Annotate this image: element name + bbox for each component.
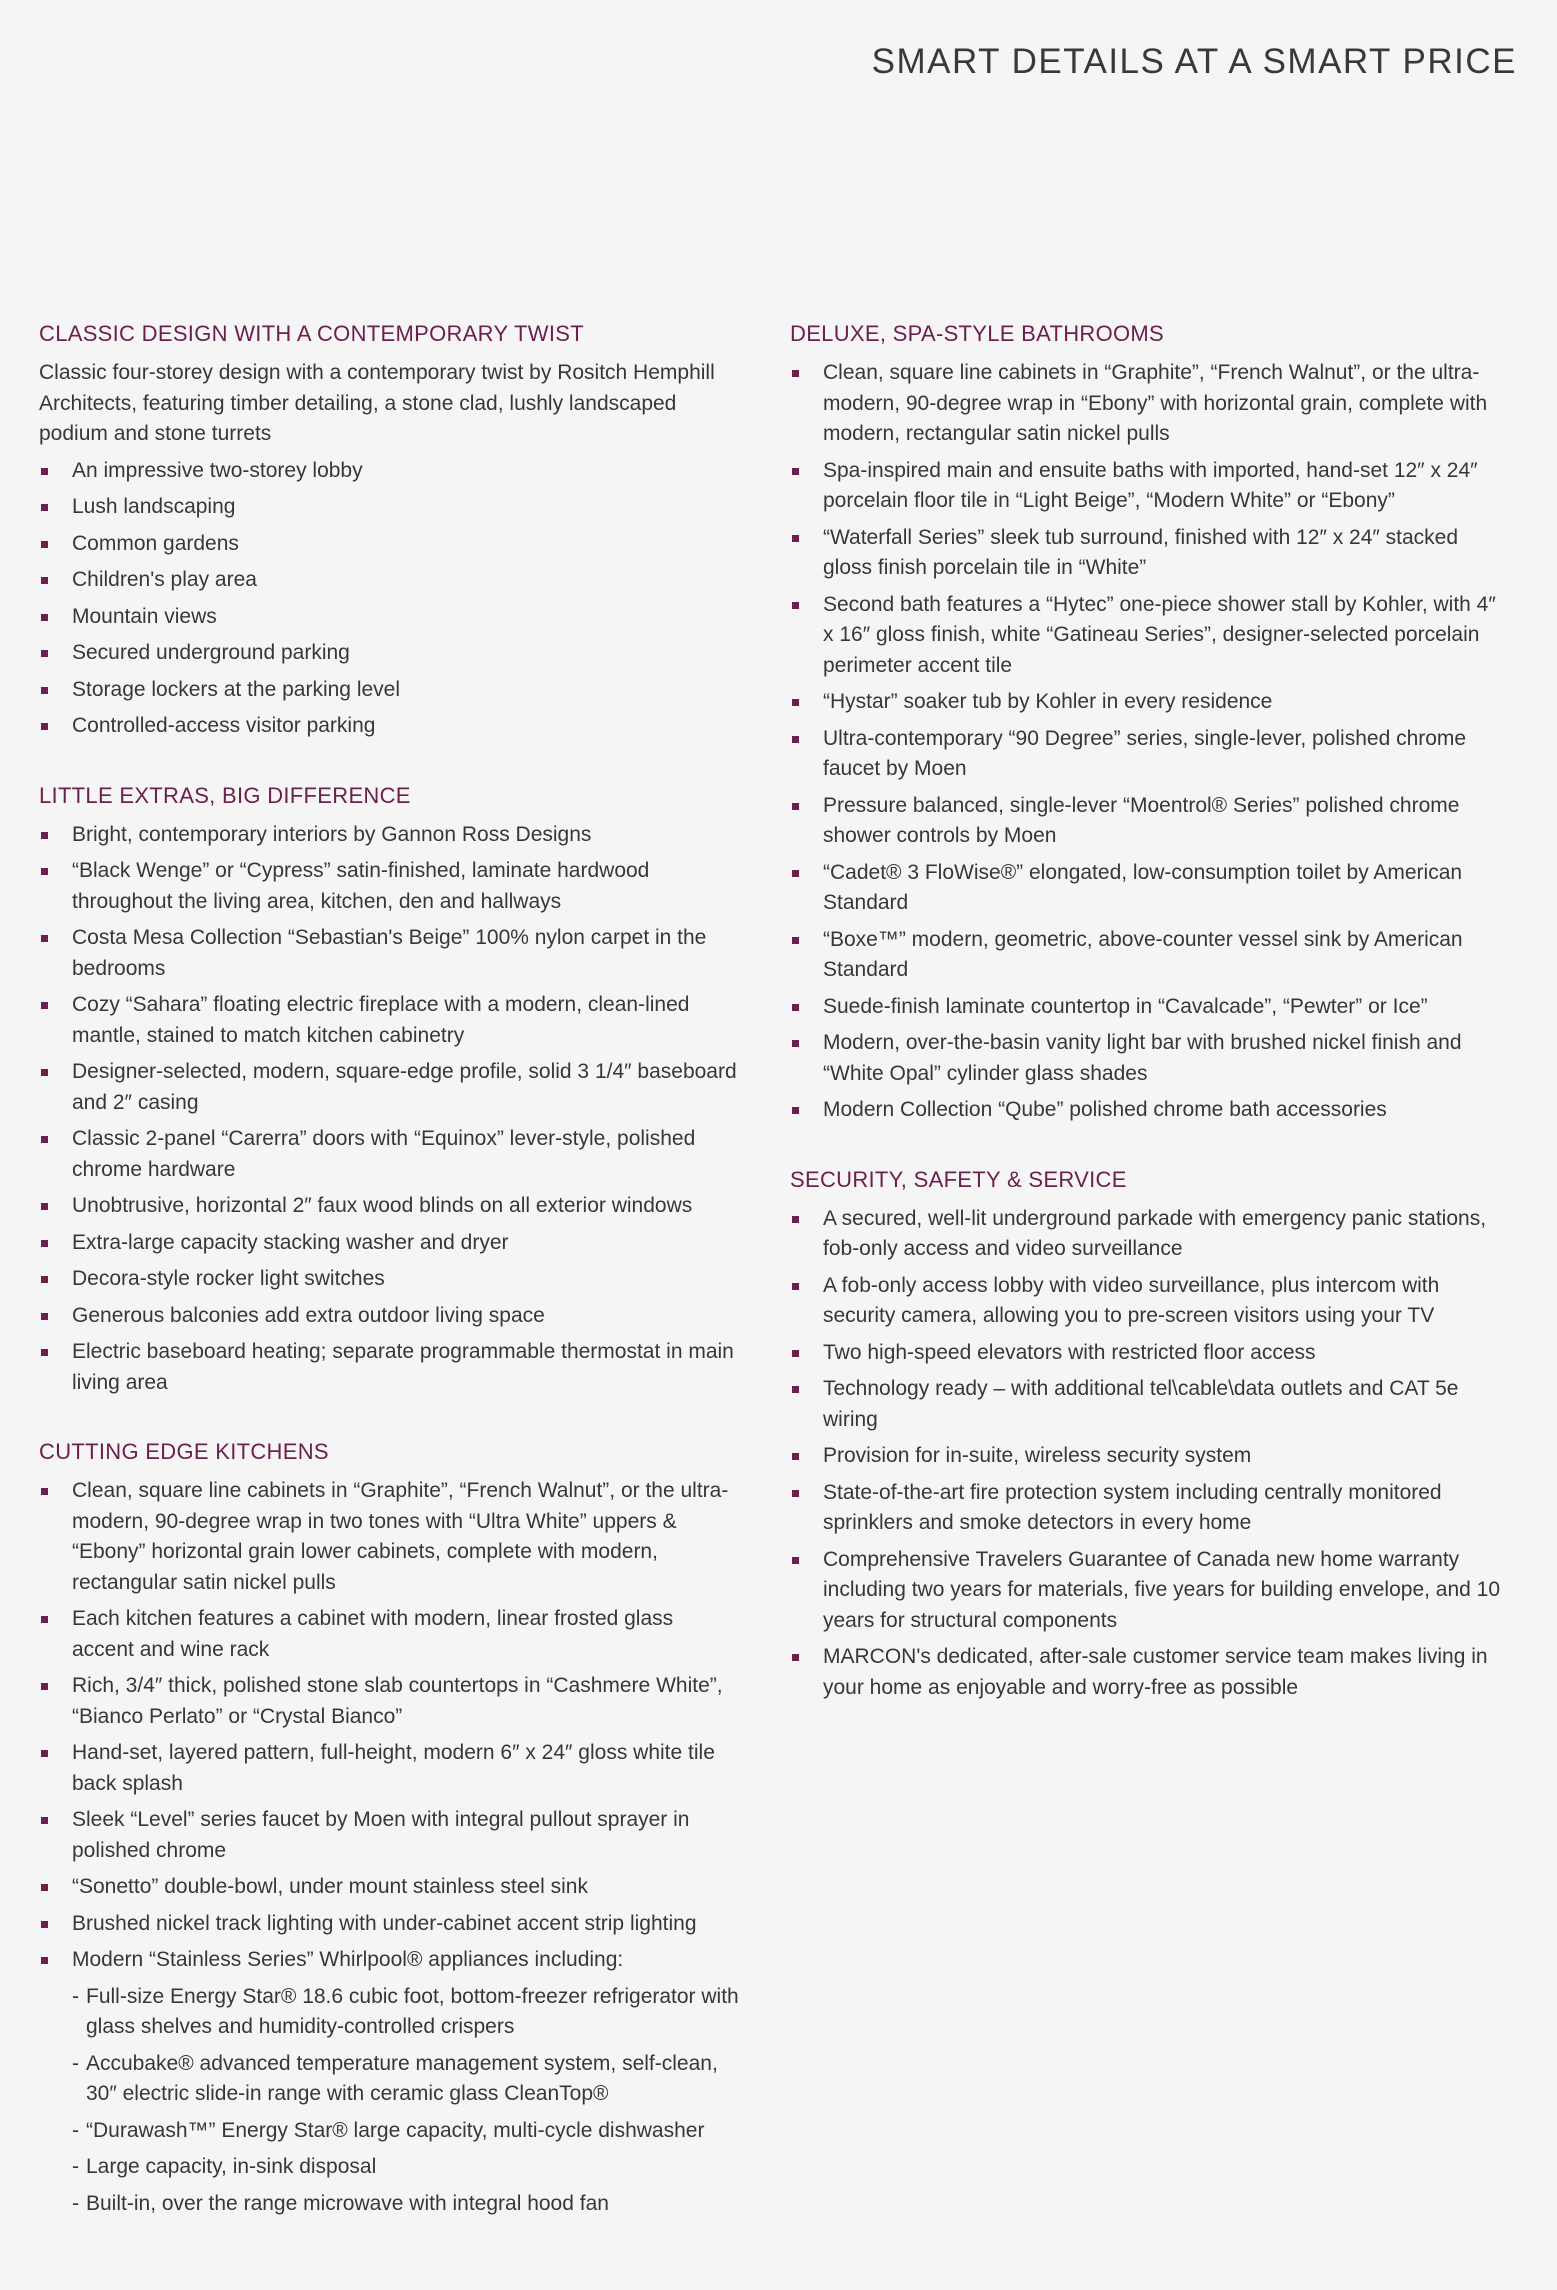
list-item [790,1095,1510,1126]
section-security [790,1164,1510,1704]
list-item [790,523,1510,584]
list-item [39,1671,739,1732]
page-title: SMART DETAILS AT A SMART PRICE [871,42,1517,81]
section-title: SECURITY, SAFETY & SERVICE [790,1166,1127,1192]
list-item-text: Spa-inspired main and ensuite baths with imported, hand-set 12″ x 24″ porcelain floor tile in “Light Beige”, “Modern White” or “Ebony” [823,458,1478,512]
bullet-icon [41,1276,48,1283]
section-bathrooms [790,318,1510,1126]
bullet-icon [792,1350,799,1357]
bullet-icon [41,1349,48,1356]
bullet-icon [792,1654,799,1661]
bullet-icon [41,1136,48,1143]
bullet-icon [41,1683,48,1690]
list-item [790,791,1510,852]
list-item [790,724,1510,785]
list-item-text: Common gardens [72,531,239,555]
bullet-icon [792,468,799,475]
list-item [39,923,739,984]
bullet-icon [41,687,48,694]
list-item [39,1909,739,1940]
list-item [39,1228,739,1259]
list-item-text: Costa Mesa Collection “Sebastian's Beige” 100% nylon carpet in the bedrooms [72,926,707,980]
list-item [790,1642,1510,1703]
list-item [39,492,739,523]
list-item-text: State-of-the-art fire protection system including centrally monitored sprinklers and smoke detectors in every home [823,1480,1442,1534]
list-item [790,1478,1510,1539]
list-item [39,856,739,917]
list-item [39,1057,739,1118]
list-item [39,1805,739,1866]
right-column [790,318,1510,1741]
list-item-text: A secured, well-lit underground parkade with emergency panic stations, fob-only access and video surveillance [823,1206,1487,1260]
bullet-icon [41,614,48,621]
bullet-icon [41,1921,48,1928]
list-item [790,992,1510,1023]
list-item-text: Modern “Stainless Series” Whirlpool® appliances including: [72,1948,624,1971]
list-item-text: Cozy “Sahara” floating electric fireplace with a modern, clean-lined mantle, stained to match kitchen cabinetry [72,993,690,1047]
list-item-text: Lush landscaping [72,495,236,518]
list-item [39,1264,739,1295]
bullet-icon [41,1240,48,1247]
dash-icon: - [72,2051,79,2075]
bullet-icon [41,1488,48,1495]
list-item [39,820,739,851]
list-item-text: Technology ready – with additional tel\cable\data outlets and CAT 5e wiring [823,1377,1459,1431]
list-item-text: “Hystar” soaker tub by Kohler in every residence [823,690,1273,713]
list-item-text: Bright, contemporary interiors by Gannon Ross Designs [72,822,592,846]
list-item [790,858,1510,919]
bullet-icon [41,1616,48,1623]
bullet-icon [41,1957,48,1964]
list-item [790,1338,1510,1369]
list-item-text: MARCON's dedicated, after-sale customer service team makes living in your home as enjoyable and worry-free as possible [823,1645,1488,1699]
bullet-icon [41,650,48,657]
bullet-icon [792,1004,799,1011]
left-column [39,318,739,2257]
list-item-text: Two high-speed elevators with restricted floor access [823,1340,1316,1364]
list-item [39,1872,739,1903]
list-item [39,1604,739,1665]
bullet-icon [41,468,48,475]
list-item-text: Each kitchen features a cabinet with modern, linear frosted glass accent and wine rack [72,1607,674,1661]
dash-icon: - [72,2191,79,2215]
sub-list-item-text: Built-in, over the range microwave with integral hood fan [86,2191,609,2215]
list-item-text: “Cadet® 3 FloWise®” elongated, low-consumption toilet by American Standard [823,860,1463,914]
bullet-icon [792,535,799,542]
list-item [39,1945,739,1976]
bullet-icon [41,723,48,730]
list-item [39,1191,739,1222]
list-item [790,1374,1510,1435]
list-item-text: Pressure balanced, single-lever “Moentrol® Series” polished chrome shower controls by Moen [823,793,1460,847]
list-item-text: Extra-large capacity stacking washer and dryer [72,1230,509,1254]
list-item-text: “Waterfall Series” sleek tub surround, finished with 12″ x 24″ stacked gloss finish porcelain tile in “White” [823,525,1459,579]
bullet-icon [41,1313,48,1320]
sub-list-item [72,2189,739,2220]
list-item [39,1738,739,1799]
bullet-icon [792,699,799,706]
bullet-icon [792,1557,799,1564]
list-item [790,590,1510,682]
bullet-icon [41,1750,48,1757]
list-item-text: Storage lockers at the parking level [72,677,401,701]
dash-icon: - [72,1984,79,2008]
bullet-icon [41,1884,48,1891]
section-title: CLASSIC DESIGN WITH A CONTEMPORARY TWIST [39,321,584,346]
list-item-text: Decora-style rocker light switches [72,1267,385,1290]
list-item-text: Brushed nickel track lighting with under-cabinet accent strip lighting [72,1911,697,1935]
list-item [39,711,739,742]
bullet-icon [792,1283,799,1290]
bullet-icon [41,504,48,511]
list-item [790,1028,1510,1089]
bullet-icon [41,1069,48,1076]
list-item-text: Second bath features a “Hytec” one-piece shower stall by Kohler, with 4″ x 16″ gloss finish, white “Gatineau Series”, designer-selected porcelain perimeter accent tile [823,592,1496,677]
bullet-icon [41,541,48,548]
list-item-text: Electric baseboard heating; separate programmable thermostat in main living area [72,1340,734,1394]
list-item-text: Ultra-contemporary “90 Degree” series, single-lever, polished chrome faucet by Moen [823,726,1467,780]
dash-icon: - [72,2155,79,2178]
section-intro: Classic four-storey design with a contemporary twist by Rositch Hemphill Architects, featuring timber detailing, a stone clad, lushly landscaped podium and stone turrets [39,361,715,445]
list-item-text: Provision for in-suite, wireless security system [823,1444,1252,1467]
sub-list-item [72,1982,739,2043]
bullet-icon [41,1203,48,1210]
bullet-icon [792,736,799,743]
list-item [39,638,739,669]
sub-list-item-text: Full-size Energy Star® 18.6 cubic foot, bottom-freezer refrigerator with glass shelves and humidity-controlled crispers [86,1984,739,2038]
list-item-text: Rich, 3/4″ thick, polished stone slab countertops in “Cashmere White”, “Bianco Perlato” or “Crystal Bianco” [72,1674,723,1728]
bullet-icon [792,1490,799,1497]
bullet-icon [41,868,48,875]
sub-list-item [72,2116,739,2147]
list-item-text: Controlled-access visitor parking [72,714,376,737]
bullet-icon [792,1386,799,1393]
list-item [790,358,1510,450]
bullet-icon [41,832,48,839]
bullet-icon [41,577,48,584]
list-item-text: Suede-finish laminate countertop in “Cavalcade”, “Pewter” or Ice” [823,994,1428,1018]
bullet-icon [792,937,799,944]
list-item-text: “Sonetto” double-bowl, under mount stainless steel sink [72,1875,588,1898]
list-item [39,529,739,560]
list-item-text: “Boxe™” modern, geometric, above-counter vessel sink by American Standard [823,927,1463,981]
list-item-text: A fob-only access lobby with video surveillance, plus intercom with security camera, allowing you to pre-screen visitors using your TV [823,1273,1440,1327]
list-item-text: Hand-set, layered pattern, full-height, modern 6″ x 24″ gloss white tile back splash [72,1741,715,1795]
list-item-text: Clean, square line cabinets in “Graphite”, “French Walnut”, or the ultra-modern, 90-degree wrap in “Ebony” with horizontal grain, complete with modern, rectangular satin nickel pulls [823,361,1488,445]
list-item [39,990,739,1051]
list-item [39,1337,739,1398]
list-item-text: Clean, square line cabinets in “Graphite”, “French Walnut”, or the ultra-modern, 90-degree wrap in two tones with “Ultra White” uppers & “Ebony” horizontal grain lower cabinets, complete with modern, rectangular satin nickel pulls [72,1479,729,1594]
list-item-text: Mountain views [72,604,217,628]
sub-list-item-text: Accubake® advanced temperature management system, self-clean, 30″ electric slide-in range with ceramic glass CleanTop® [86,2051,718,2105]
sub-list-item-text: “Durawash™” Energy Star® large capacity, multi-cycle dishwasher [86,2118,705,2142]
list-item [790,1271,1510,1332]
list-item-text: An impressive two-storey lobby [72,458,363,482]
list-item-text: Unobtrusive, horizontal 2″ faux wood blinds on all exterior windows [72,1194,693,1217]
section-little-extras [39,780,739,1399]
list-item [790,925,1510,986]
list-item-text: Secured underground parking [72,641,350,664]
list-item-text: Generous balconies add extra outdoor living space [72,1303,545,1327]
list-item-text: Children's play area [72,568,257,591]
sub-list-item [72,2049,739,2110]
section-kitchens [39,1436,739,2219]
list-item [39,1301,739,1332]
list-item [790,1545,1510,1637]
list-item-text: Classic 2-panel “Carerra” doors with “Equinox” lever-style, polished chrome hardware [72,1127,696,1181]
list-item [39,1476,739,1598]
bullet-icon [792,1453,799,1460]
dash-icon: - [72,2118,79,2142]
list-item-text: “Black Wenge” or “Cypress” satin-finished, laminate hardwood throughout the living area, kitchen, den and hallways [72,859,650,913]
section-title: LITTLE EXTRAS, BIG DIFFERENCE [39,782,411,808]
list-item [39,602,739,633]
bullet-icon [41,1817,48,1824]
bullet-icon [792,1216,799,1223]
list-item [39,1124,739,1185]
list-item-text: Modern Collection “Qube” polished chrome bath accessories [823,1098,1387,1121]
list-item [39,456,739,487]
list-item-text: Sleek “Level” series faucet by Moen with integral pullout sprayer in polished chrome [72,1808,690,1862]
list-item [39,565,739,596]
sub-list-item-text: Large capacity, in-sink disposal [86,2155,377,2178]
bullet-icon [792,602,799,609]
list-item [790,687,1510,718]
list-item-text: Comprehensive Travelers Guarantee of Canada new home warranty including two years for materials, five years for building envelope, and 10 years for structural components [823,1547,1501,1632]
list-item [790,456,1510,517]
bullet-icon [792,370,799,377]
list-item [790,1204,1510,1265]
section-classic-design [39,318,739,742]
bullet-icon [792,803,799,810]
list-item-text: Designer-selected, modern, square-edge profile, solid 3 1/4″ baseboard and 2″ casing [72,1060,737,1114]
section-title: CUTTING EDGE KITCHENS [39,1439,329,1464]
section-title: DELUXE, SPA-STYLE BATHROOMS [790,321,1165,346]
bullet-icon [792,870,799,877]
list-item [790,1441,1510,1472]
bullet-icon [41,935,48,942]
bullet-icon [792,1107,799,1114]
bullet-icon [41,1002,48,1009]
sub-list-item [72,2152,739,2183]
list-item [39,675,739,706]
list-item-text: Modern, over-the-basin vanity light bar with brushed nickel finish and “White Opal” cylinder glass shades [823,1031,1462,1085]
bullet-icon [792,1040,799,1047]
